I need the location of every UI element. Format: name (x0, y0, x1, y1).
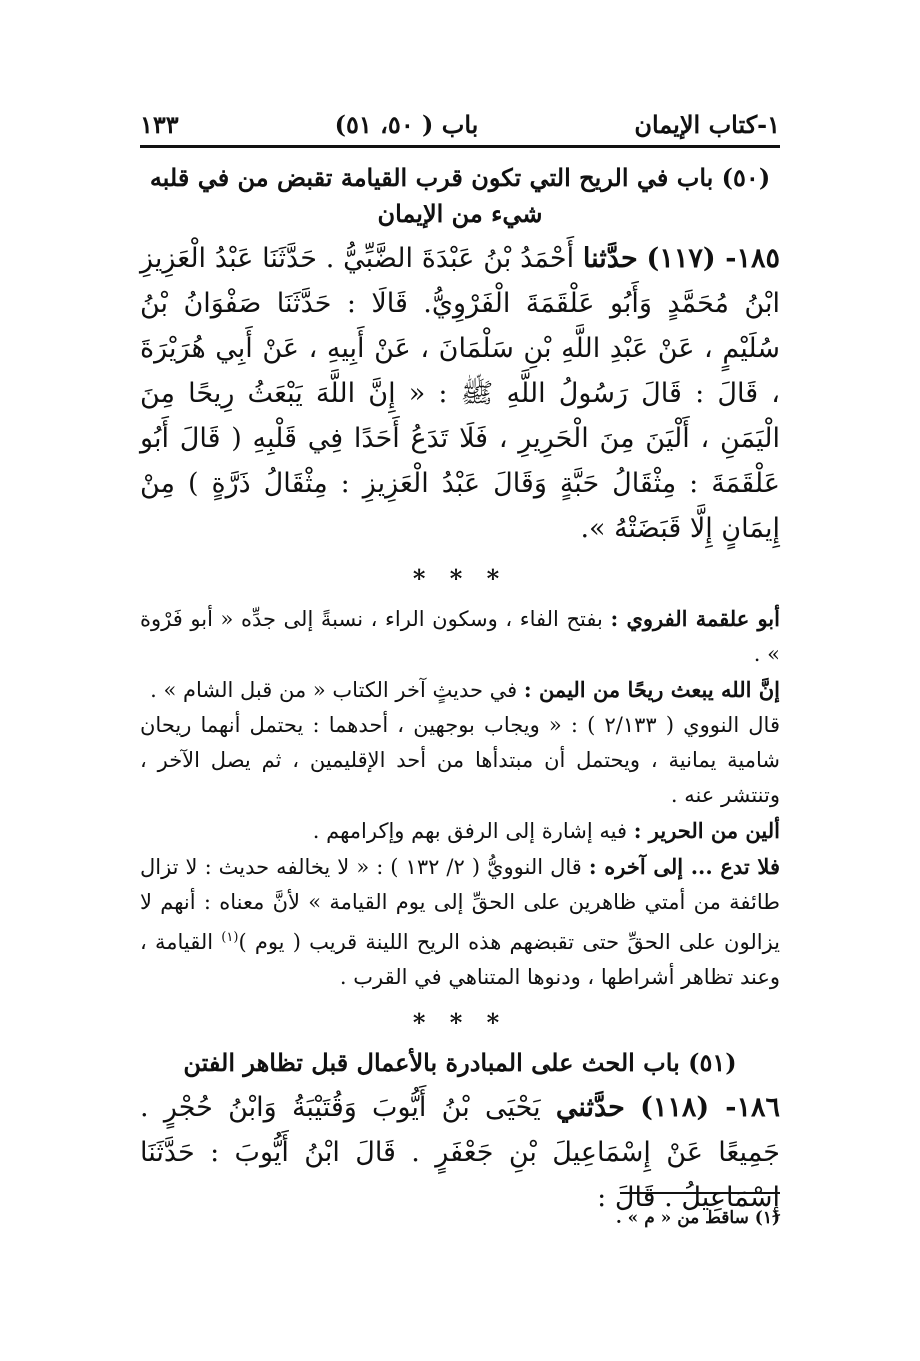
note-lemma: فلا تدع ... إلى آخره : (588, 854, 780, 879)
note-fala-tada (140, 849, 780, 995)
note-text: قال النووي ( ٢/١٣٣ ) : « ويجاب بوجهين ، أحدهما : يحتمل أنهما ريحان شامية يمانية ، ويحتمل أن مبتدأها من أحد الإقليمين ، ثم يصل الآخر ، وتنتشر عنه . (140, 713, 780, 807)
section-separator: * * * (412, 1008, 508, 1037)
note-text: بفتح الفاء ، وسكون الراء ، نسبةً إلى جدِّه « أبو فَرْوة » . (140, 607, 780, 666)
note-lemma: أبو علقمة الفروي : (610, 606, 780, 631)
note-text: في حديثٍ آخر الكتاب « من قبل الشام » . (150, 678, 518, 702)
hadith-185-lead: حدَّثنا (582, 243, 638, 274)
note-text-tail: القيامة ، وعند تظاهر أشراطها ، ودنوها المتناهي في القرب . (140, 930, 780, 989)
hadith-185-number: ١٨٥- (١١٧) (646, 243, 780, 274)
page-content (140, 160, 780, 1220)
section-separator: * * * (412, 564, 508, 593)
note-abu-alqama (140, 601, 780, 672)
section-reference: باب ( ٥٠، ٥١) (334, 110, 479, 139)
page-number: ١٣٣ (140, 110, 179, 139)
note-softer-than-silk (140, 813, 780, 849)
hadith-186-lead: حدَّثني (555, 1092, 625, 1123)
book-title: ١-كتاب الإيمان (634, 110, 780, 139)
hadith-186-number: ١٨٦- (١١٨) (640, 1092, 780, 1123)
footnote-divider (620, 1192, 780, 1194)
running-header (140, 108, 780, 148)
chapter-51-title: (٥١) باب الحث على المبادرة بالأعمال قبل تظاهر الفتن (183, 1048, 737, 1077)
note-nawawi-quote (140, 708, 780, 813)
hadith-186 (140, 1085, 780, 1220)
chapter-50-title: (٥٠) باب في الريح التي تكون قرب القيامة تقبض من في قلبه شيء من الإيمان (149, 163, 771, 228)
footnote-marker: (١) (221, 930, 239, 945)
note-text: فيه إشارة إلى الرفق بهم وإكرامهم . (312, 819, 628, 843)
note-lemma: ألين من الحرير : (633, 818, 780, 843)
hadith-185-text: أَحْمَدُ بْنُ عَبْدَةَ الضَّبِّيُّ . حَدَّثَنَا عَبْدُ الْعَزِيزِ ابْنُ مُحَمَّدٍ وَأَبُو عَلْقَمَةَ الْفَرْوِيُّ. قَالَا : حَدَّثَنَا صَفْوَانُ بْنُ سُلَيْمٍ ، عَنْ عَبْدِ اللَّهِ بْنِ سَلْمَانَ ، عَنْ أَبِيهِ ، عَنْ أَبِي هُرَيْرَةَ ، قَالَ : قَالَ رَسُولُ اللَّهِ ﷺ : « إِنَّ اللَّهَ يَبْعَثُ رِيحًا مِنَ الْيَمَنِ ، أَلْيَنَ مِنَ الْحَرِيرِ ، فَلَا تَدَعُ أَحَدًا فِي قَلْبِهِ ( قَالَ أَبُو عَلْقَمَةَ : مِثْقَالُ حَبَّةٍ وَقَالَ عَبْدُ الْعَزِيزِ : مِثْقَالُ ذَرَّةٍ ) مِنْ إِيمَانٍ إِلَّا قَبَضَتْهُ ». (140, 243, 780, 544)
note-yemen-wind (140, 672, 780, 708)
footnote-1: (١) ساقط من « م » . (615, 1208, 780, 1228)
hadith-185 (140, 236, 780, 551)
hadith-186-text: يَحْيَى بْنُ أَيُّوبَ وَقُتَيْبَةُ وَابْنُ حُجْرٍ . جَمِيعًا عَنْ إِسْمَاعِيلَ بْنِ جَعْفَرٍ . قَالَ ابْنُ أَيُّوبَ : حَدَّثَنَا إِسْمَاعِيلُ . قَالَ : (140, 1092, 780, 1213)
note-text: قال النوويُّ ( ٢/ ١٣٢ ) : « لا يخالفه حديث : لا تزال طائفة من أمتي ظاهرين على الحقِّ إلى يوم القيامة » لأنَّ معناه : أنهم لا يزالون على الحقِّ حتى تقبضهم هذه الريح اللينة قريب ( يوم ) (140, 855, 780, 954)
note-lemma: إنَّ الله يبعث ريحًا من اليمن : (523, 677, 780, 702)
